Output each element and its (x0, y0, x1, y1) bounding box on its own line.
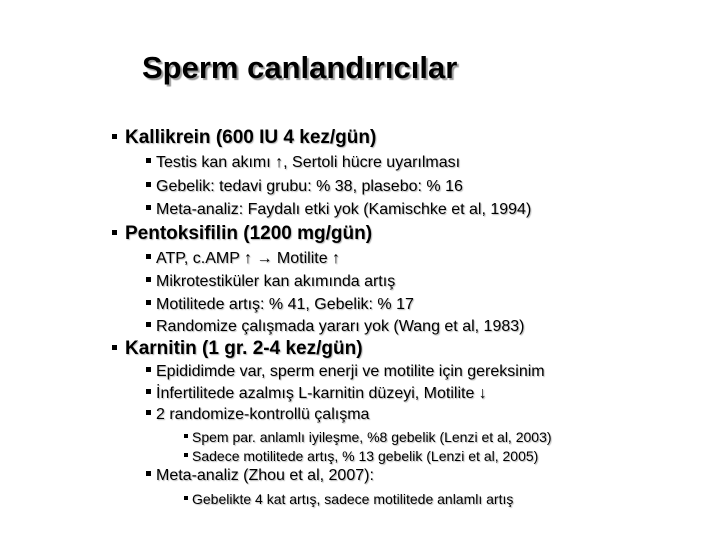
sub-bullet (146, 154, 460, 172)
sub-bullet (146, 467, 374, 485)
slide-title: Sperm canlandırıcılar (142, 50, 458, 85)
bullet-kallikrein (112, 127, 376, 149)
sub-bullet-text: Randomize çalışmada yararı yok (Wang et al, 1983) (156, 318, 525, 335)
sub-bullet-text: Meta-analiz: Faydalı etki yok (Kamischke et al, 1994) (156, 201, 532, 218)
bullet-text: Pentoksifilin (1200 mg/gün) (125, 223, 373, 244)
square-bullet-icon (146, 410, 151, 415)
sub-bullet (146, 296, 414, 314)
sub-bullet-text: 2 randomize-kontrollü çalışma (156, 406, 370, 423)
square-bullet-icon (146, 367, 151, 372)
sub-sub-bullet-text: Spem par. anlamlı iyileşme, %8 gebelik (Lenzi et al, 2003) (192, 429, 552, 445)
sub-sub-bullet-text: Gebelikte 4 kat artış, sadece motilitede anlamlı artış (192, 491, 514, 507)
square-bullet-icon (146, 158, 151, 163)
sub-bullet-text: Gebelik: tedavi grubu: % 38, plasebo: % 16 (156, 178, 463, 195)
square-bullet-icon (146, 322, 151, 327)
square-bullet-icon (146, 182, 151, 187)
square-bullet-icon (146, 471, 151, 476)
sub-bullet (146, 178, 463, 196)
square-bullet-icon (184, 496, 188, 500)
sub-bullet (146, 250, 340, 268)
square-bullet-icon (184, 434, 188, 438)
square-bullet-icon (146, 389, 151, 394)
square-bullet-icon (146, 205, 151, 210)
sub-bullet-text: İnfertilitede azalmış L-karnitin düzeyi, Motilite ↓ (156, 385, 487, 402)
sub-sub-bullet (184, 429, 552, 447)
sub-bullet (146, 385, 487, 403)
sub-sub-bullet (184, 448, 538, 466)
square-bullet-icon (184, 453, 188, 457)
sub-bullet-text: Meta-analiz (Zhou et al, 2007): (156, 467, 374, 484)
bullet-text: Karnitin (1 gr. 2-4 kez/gün) (125, 338, 363, 359)
sub-bullet-text: Mikrotestiküler kan akımında artış (156, 273, 396, 290)
square-bullet-icon (146, 254, 151, 259)
square-bullet-icon (112, 345, 117, 350)
square-bullet-icon (112, 230, 117, 235)
sub-bullet (146, 273, 395, 291)
bullet-pentoksifilin (112, 223, 372, 245)
sub-bullet-text: Epididimde var, sperm enerji ve motilite için gereksinim (156, 363, 545, 380)
sub-sub-bullet-text: Sadece motilitede artış, % 13 gebelik (Lenzi et al, 2005) (192, 448, 539, 464)
bullet-text: Kallikrein (600 IU 4 kez/gün) (125, 127, 377, 148)
sub-bullet (146, 406, 369, 424)
square-bullet-icon (112, 134, 117, 139)
square-bullet-icon (146, 277, 151, 282)
square-bullet-icon (146, 300, 151, 305)
sub-bullet (146, 318, 524, 336)
bullet-karnitin (112, 338, 363, 360)
sub-bullet (146, 363, 545, 381)
sub-bullet (146, 201, 531, 219)
sub-bullet-text: ATP, c.AMP ↑ → Motilite ↑ (156, 250, 341, 267)
sub-bullet-text: Testis kan akımı ↑, Sertoli hücre uyarılması (156, 154, 461, 171)
sub-bullet-text: Motilitede artış: % 41, Gebelik: % 17 (156, 296, 414, 313)
sub-sub-bullet (184, 491, 513, 509)
